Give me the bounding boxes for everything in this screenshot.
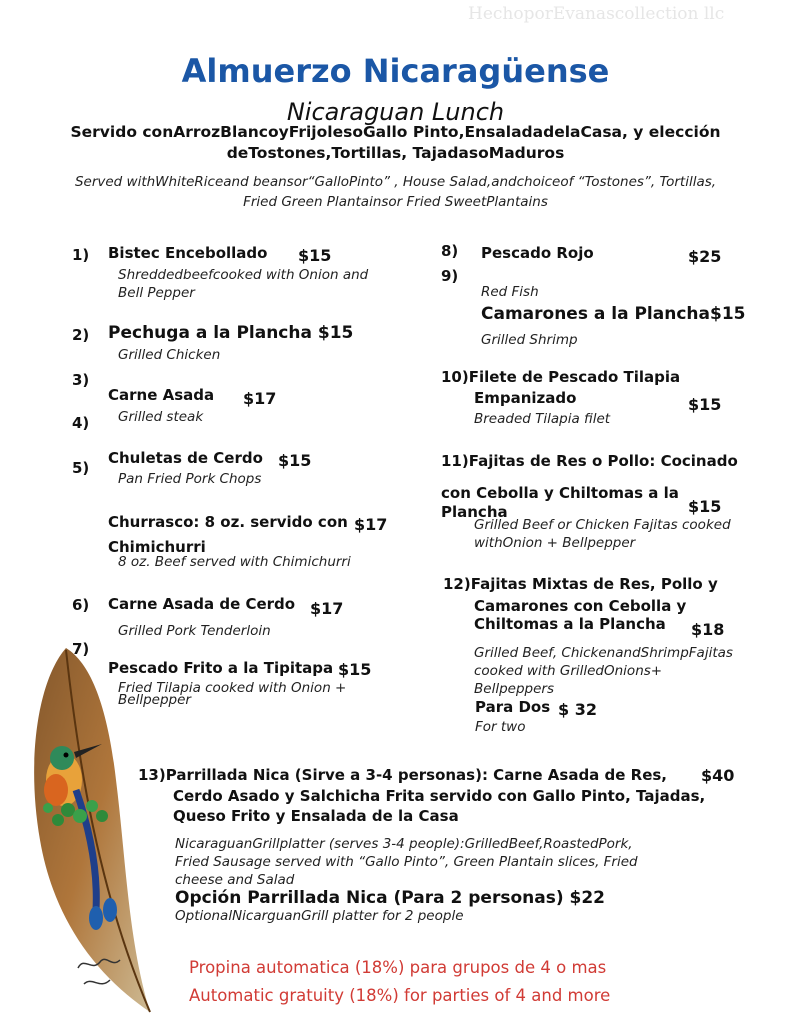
item-number-7: 7) bbox=[72, 640, 90, 658]
item-price-chuletas: $15 bbox=[278, 451, 312, 470]
item-name-pescado-frito: Pescado Frito a la Tipitapa bbox=[108, 659, 334, 677]
item-desc-mixtas-1: Grilled Beef, ChickenandShrimpFajitas bbox=[474, 645, 733, 661]
gratuity-spanish: Propina automatica (18%) para grupos de 4 o mas bbox=[189, 958, 607, 977]
item-number-5: 5) bbox=[72, 459, 90, 477]
item-name-carne-cerdo: Carne Asada de Cerdo bbox=[108, 595, 296, 613]
item-desc-pescado-frito-1: Fried Tilapia cooked with Onion + bbox=[118, 680, 347, 696]
menu-subtitle: Nicaraguan Lunch bbox=[286, 98, 505, 126]
watermark: HechoporEvanascollection llc bbox=[468, 4, 725, 24]
item-desc-carne-cerdo: Grilled Pork Tenderloin bbox=[118, 623, 271, 639]
item-desc-bistec-2: Bell Pepper bbox=[118, 285, 195, 301]
item-name-churrasco-2: Chimichurri bbox=[108, 538, 206, 556]
item-desc-parrillada-1: NicaraguanGrillplatter (serves 3-4 people):GrilledBeef,RoastedPork, bbox=[175, 836, 633, 852]
item-price-pescado-frito: $15 bbox=[338, 660, 372, 679]
item-desc-tilapia: Breaded Tilapia filet bbox=[474, 411, 611, 427]
item-name-parrillada-1: 13)Parrillada Nica (Sirve a 3-4 personas): Carne Asada de Res, bbox=[138, 766, 668, 784]
item-number-1: 1) bbox=[72, 246, 90, 264]
item-number-2: 2) bbox=[72, 326, 90, 344]
item-price-carne-cerdo: $17 bbox=[310, 599, 344, 618]
item-price-churrasco: $17 bbox=[354, 515, 388, 534]
item-price-fajitas: $15 bbox=[688, 497, 722, 516]
item-name-fajitas-2: con Cebolla y Chiltomas a la bbox=[441, 484, 679, 502]
item-name-churrasco-1: Churrasco: 8 oz. servido con bbox=[108, 513, 348, 531]
item-desc-fajitas-1: Grilled Beef or Chicken Fajitas cooked bbox=[474, 517, 731, 533]
item-name-fajitas-3: Plancha bbox=[441, 503, 508, 521]
item-desc-mixtas-3: Bellpeppers bbox=[474, 681, 554, 697]
gratuity-english: Automatic gratuity (18%) for parties of 4 and more bbox=[189, 986, 611, 1005]
item-desc-pescado-frito-2: Bellpepper bbox=[118, 692, 191, 708]
item-name-parrillada-2: Cerdo Asado y Salchicha Frita servido con Gallo Pinto, Tajadas, bbox=[173, 787, 706, 805]
item-name-carne-asada: Carne Asada bbox=[108, 386, 215, 404]
item-number-3: 3) bbox=[72, 371, 90, 389]
item-desc-carne-asada: Grilled steak bbox=[118, 409, 204, 425]
item-name-parrillada-3: Queso Frito y Ensalada de la Casa bbox=[173, 807, 459, 825]
menu-title: Almuerzo Nicaragüense bbox=[181, 52, 610, 90]
item-name-tilapia-1: 10)Filete de Pescado Tilapia bbox=[441, 368, 681, 386]
item-desc-pechuga: Grilled Chicken bbox=[118, 347, 221, 363]
served-with-spanish: Servido conArrozBlancoyFrijolesoGallo Pinto,EnsaladadelaCasa, y elección deTostones,Tortillas, TajadasoMaduros bbox=[70, 123, 721, 162]
item-name-mixtas-3: Chiltomas a la Plancha bbox=[474, 615, 666, 633]
item-number-6: 6) bbox=[72, 596, 90, 614]
item-desc-mixtas-2: cooked with GrilledOnions+ bbox=[474, 663, 663, 679]
item-name-tilapia-2: Empanizado bbox=[474, 389, 577, 407]
item-name-mixtas-1: 12)Fajitas Mixtas de Res, Pollo y bbox=[443, 575, 718, 593]
item-name-para-dos: Para Dos bbox=[475, 698, 551, 716]
item-desc-parrillada-option: OptionalNicarguanGrill platter for 2 people bbox=[175, 908, 464, 924]
item-price-mixtas: $18 bbox=[691, 620, 725, 639]
item-desc-para-dos: For two bbox=[475, 719, 526, 735]
item-desc-fajitas-2: withOnion + Bellpepper bbox=[474, 535, 636, 551]
item-price-tilapia: $15 bbox=[688, 395, 722, 414]
item-desc-camarones: Grilled Shrimp bbox=[481, 332, 578, 348]
item-name-camarones: Camarones a la Plancha$15 bbox=[481, 304, 746, 324]
item-name-mixtas-2: Camarones con Cebolla y bbox=[474, 597, 687, 615]
item-price-pescado-rojo: $25 bbox=[688, 247, 722, 266]
item-price-parrillada: $40 bbox=[701, 766, 735, 785]
item-price-para-dos: $ 32 bbox=[558, 700, 597, 719]
item-name-parrillada-option: Opción Parrillada Nica (Para 2 personas) $22 bbox=[175, 888, 606, 908]
item-name-pescado-rojo: Pescado Rojo bbox=[481, 244, 594, 262]
item-price-carne-asada: $17 bbox=[243, 389, 277, 408]
item-name-fajitas-1: 11)Fajitas de Res o Pollo: Cocinado bbox=[441, 452, 738, 470]
item-number-8: 8) bbox=[441, 242, 459, 260]
served-with-english: Served withWhiteRiceand beansor“GalloPinto” , House Salad,andchoiceof “Tostones”, Tortillas, Fried Green Plantainsor Fried SweetPlantains bbox=[74, 174, 717, 210]
item-desc-bistec-1: Shreddedbeefcooked with Onion and bbox=[118, 267, 369, 283]
item-desc-parrillada-3: cheese and Salad bbox=[175, 872, 295, 888]
item-price-bistec: $15 bbox=[298, 246, 332, 265]
item-desc-chuletas: Pan Fried Pork Chops bbox=[118, 471, 262, 487]
item-number-9: 9) bbox=[441, 267, 459, 285]
item-name-chuletas: Chuletas de Cerdo bbox=[108, 449, 263, 467]
item-desc-parrillada-2: Fried Sausage served with “Gallo Pinto”, Green Plantain slices, Fried bbox=[175, 854, 638, 870]
item-name-pechuga: Pechuga a la Plancha $15 bbox=[108, 323, 354, 343]
item-name-bistec: Bistec Encebollado bbox=[108, 244, 268, 262]
item-desc-churrasco: 8 oz. Beef served with Chimichurri bbox=[118, 554, 351, 570]
item-number-4: 4) bbox=[72, 414, 90, 432]
item-desc-pescado-rojo: Red Fish bbox=[481, 284, 539, 300]
